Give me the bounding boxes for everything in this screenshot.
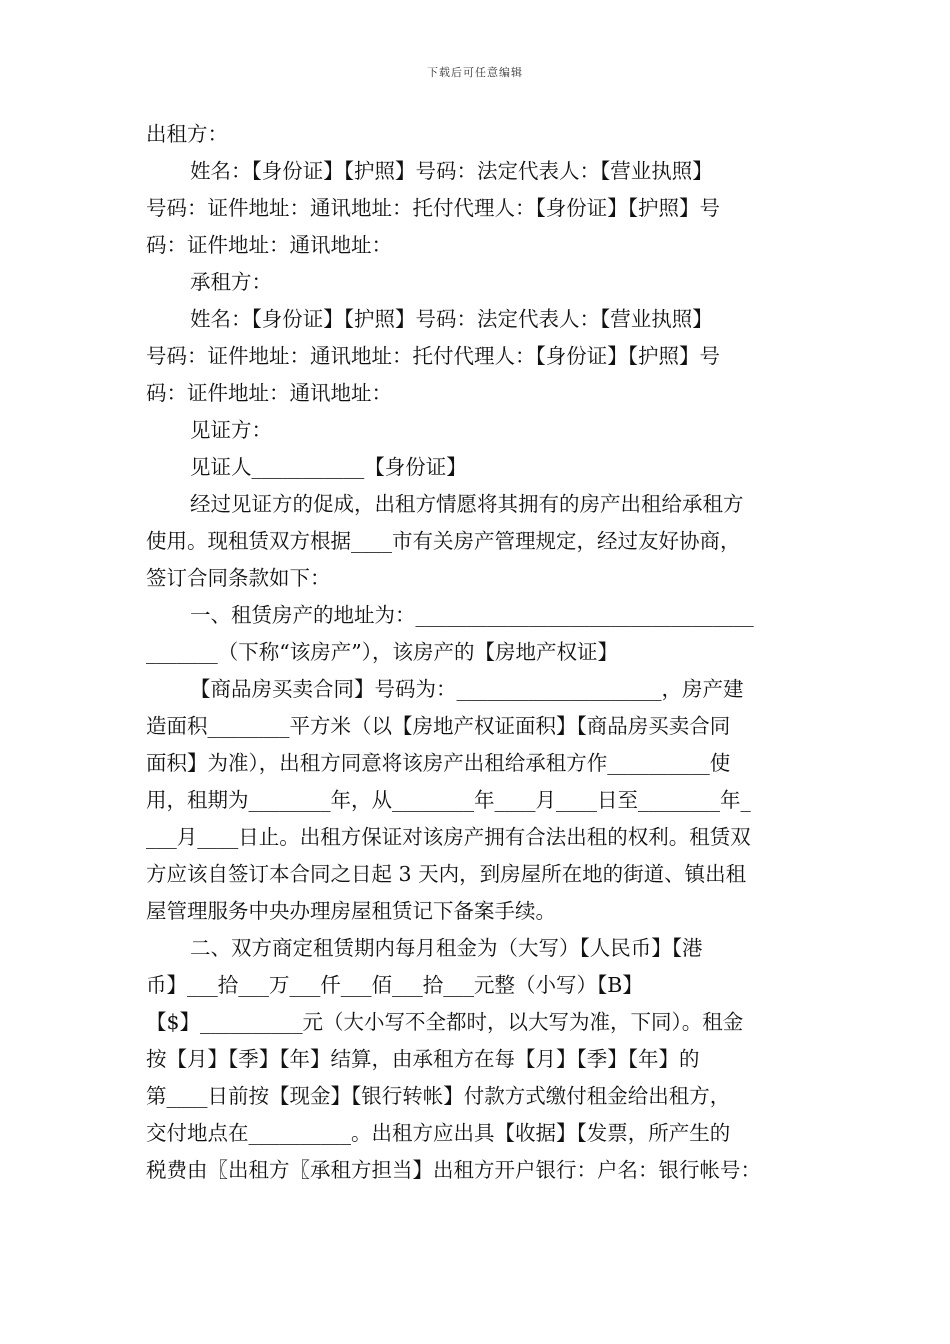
text-line: _______（下称“该房产”），该房产的【房地产权证】 xyxy=(146,640,618,664)
text-line: 第____日前按【现金】【银行转帐】付款方式缴付租金给出租方， xyxy=(146,1084,731,1108)
text-line: 造面积________平方米（以【房地产权证面积】【商品房买卖合同 xyxy=(146,714,731,738)
text-line: 码：证件地址：通讯地址： xyxy=(146,233,392,257)
text-line: 二、双方商定租赁期内每月租金为（大写）【人民币】【港 xyxy=(190,936,703,960)
text-line: 面积】为准），出租方同意将该房产出租给承租方作__________使 xyxy=(146,751,731,775)
text-line: 税费由〖出租方〖承租方担当】出租方开户银行：户名：银行帐号： xyxy=(146,1158,761,1182)
text-line: 方应该自签订本合同之日起 3 天内，到房屋所在地的街道、镇出租 xyxy=(146,862,747,886)
text-line: 姓名：【身份证】【护照】号码：法定代表人：【营业执照】 xyxy=(190,159,713,183)
text-line: 使用。现租赁双方根据____市有关房产管理规定，经过友好协商， xyxy=(146,529,741,553)
text-line: 见证人___________【身份证】 xyxy=(190,455,467,479)
text-line: 交付地点在__________。出租方应出具【收据】【发票，所产生的 xyxy=(146,1121,731,1145)
text-line: 号码：证件地址：通讯地址：托付代理人：【身份证】【护照】号 xyxy=(146,344,720,368)
text-line: 承租方： xyxy=(190,270,272,294)
text-line: 经过见证方的促成，出租方情愿将其拥有的房产出租给承租方 xyxy=(190,492,744,516)
document-body xyxy=(146,116,806,1189)
text-line: ___月____日止。出租方保证对该房产拥有合法出租的权利。租赁双 xyxy=(146,825,751,849)
text-line: 姓名：【身份证】【护照】号码：法定代表人：【营业执照】 xyxy=(190,307,713,331)
text-line: 币】___拾___万___仟___佰___拾___元整（小写）【B】 xyxy=(146,973,643,997)
text-line: 出租方： xyxy=(146,122,228,146)
text-line: 签订合同条款如下： xyxy=(146,566,331,590)
text-line: 【$】__________元（大小写不全都时，以大写为准，下同）。租金 xyxy=(146,1010,744,1034)
text-line: 码：证件地址：通讯地址： xyxy=(146,381,392,405)
header-note: 下载后可任意编辑 xyxy=(427,66,523,79)
text-line: 号码：证件地址：通讯地址：托付代理人：【身份证】【护照】号 xyxy=(146,196,720,220)
text-line: 一、租赁房产的地址为：_________________________________ xyxy=(190,603,754,627)
text-line: 见证方： xyxy=(190,418,272,442)
text-line: 用，租期为________年，从________年____月____日至________年_ xyxy=(146,788,751,812)
text-line: 按【月】【季】【年】结算，由承租方在每【月】【季】【年】的 xyxy=(146,1047,700,1071)
text-line: 【商品房买卖合同】号码为：____________________，房产建 xyxy=(190,677,744,701)
text-line: 屋管理服务中央办理房屋租赁记下备案手续。 xyxy=(146,899,556,923)
